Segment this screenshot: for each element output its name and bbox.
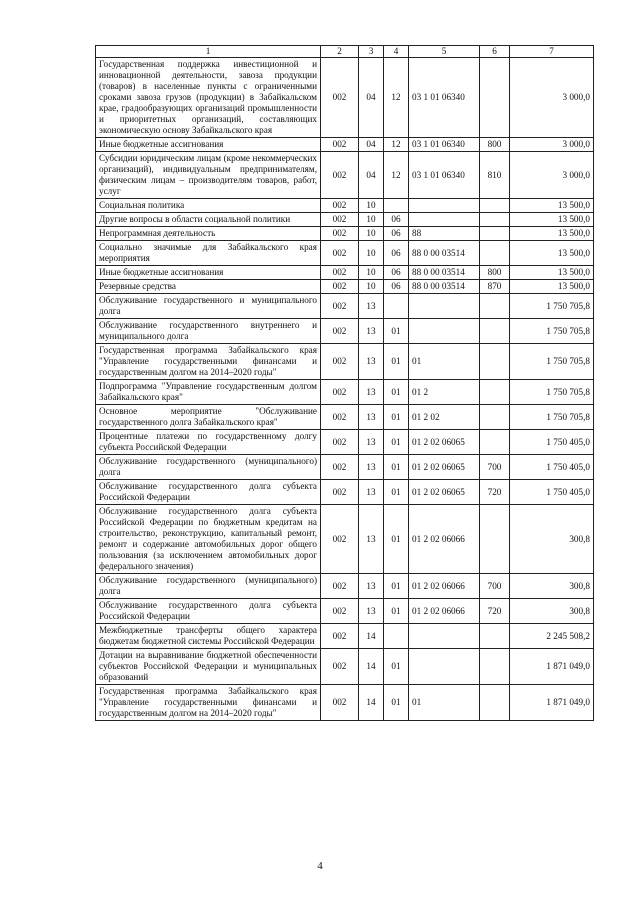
- row-ved: 002: [321, 227, 359, 241]
- row-csr: [409, 624, 480, 649]
- row-rz: 13: [359, 505, 384, 574]
- row-vr: [480, 649, 510, 685]
- row-pr: 01: [384, 685, 409, 721]
- row-vr: [480, 319, 510, 344]
- row-name: Иные бюджетные ассигнования: [96, 266, 321, 280]
- row-name: Другие вопросы в области социальной политики: [96, 213, 321, 227]
- row-vr: 870: [480, 280, 510, 294]
- row-pr: 12: [384, 152, 409, 199]
- row-sum: 13 500,0: [510, 199, 594, 213]
- row-sum: 3 000,0: [510, 58, 594, 138]
- row-ved: 002: [321, 480, 359, 505]
- table-row: [96, 344, 594, 380]
- row-sum: 1 750 705,8: [510, 405, 594, 430]
- row-sum: 2 245 508,2: [510, 624, 594, 649]
- row-pr: 06: [384, 241, 409, 266]
- row-name: Процентные платежи по государственному долгу субъекта Российской Федерации: [96, 430, 321, 455]
- row-name: Подпрограмма "Управление государственным долгом Забайкальского края": [96, 380, 321, 405]
- row-pr: 12: [384, 138, 409, 152]
- row-ved: 002: [321, 294, 359, 319]
- row-pr: 01: [384, 455, 409, 480]
- row-rz: 13: [359, 455, 384, 480]
- row-pr: [384, 294, 409, 319]
- row-ved: 002: [321, 280, 359, 294]
- row-rz: 13: [359, 430, 384, 455]
- row-csr: 01 2 02 06065: [409, 430, 480, 455]
- row-rz: 10: [359, 280, 384, 294]
- row-vr: [480, 505, 510, 574]
- header-col-7: 7: [510, 46, 594, 58]
- row-csr: 88 0 00 03514: [409, 280, 480, 294]
- row-sum: 3 000,0: [510, 152, 594, 199]
- row-pr: 01: [384, 319, 409, 344]
- row-pr: 01: [384, 405, 409, 430]
- row-ved: 002: [321, 266, 359, 280]
- row-sum: 300,8: [510, 599, 594, 624]
- table-row: [96, 685, 594, 721]
- row-name: Межбюджетные трансферты общего характера бюджетам бюджетной системы Российской Федерации: [96, 624, 321, 649]
- table-row: [96, 199, 594, 213]
- row-csr: 01 2 02: [409, 405, 480, 430]
- table-row: [96, 280, 594, 294]
- row-rz: 10: [359, 213, 384, 227]
- row-name: Обслуживание государственного (муниципального) долга: [96, 455, 321, 480]
- row-sum: 1 750 705,8: [510, 344, 594, 380]
- row-rz: 10: [359, 266, 384, 280]
- row-ved: 002: [321, 380, 359, 405]
- row-name: Обслуживание государственного долга субъекта Российской Федерации: [96, 480, 321, 505]
- row-csr: 01 2 02 06066: [409, 599, 480, 624]
- row-ved: 002: [321, 455, 359, 480]
- row-pr: 12: [384, 58, 409, 138]
- row-vr: 700: [480, 574, 510, 599]
- row-vr: [480, 294, 510, 319]
- header-col-2: 2: [321, 46, 359, 58]
- row-rz: 04: [359, 152, 384, 199]
- row-vr: 810: [480, 152, 510, 199]
- row-rz: 10: [359, 227, 384, 241]
- row-ved: 002: [321, 430, 359, 455]
- row-vr: [480, 58, 510, 138]
- row-vr: [480, 624, 510, 649]
- row-rz: 13: [359, 380, 384, 405]
- row-rz: 04: [359, 58, 384, 138]
- row-sum: 300,8: [510, 505, 594, 574]
- row-ved: 002: [321, 685, 359, 721]
- table-row: [96, 480, 594, 505]
- row-pr: [384, 199, 409, 213]
- row-vr: [480, 685, 510, 721]
- row-sum: 1 871 049,0: [510, 685, 594, 721]
- row-vr: [480, 227, 510, 241]
- table-row: [96, 241, 594, 266]
- row-csr: 01 2 02 06065: [409, 455, 480, 480]
- table-row: [96, 430, 594, 455]
- row-csr: 01: [409, 685, 480, 721]
- row-name: Государственная программа Забайкальского края "Управление государственными финансами и государственным долгом на 2014–2020 годы": [96, 685, 321, 721]
- row-vr: 800: [480, 266, 510, 280]
- table-row: [96, 599, 594, 624]
- row-name: Дотации на выравнивание бюджетной обеспеченности субъектов Российской Федерации и муниципальных образований: [96, 649, 321, 685]
- table-row: [96, 138, 594, 152]
- row-vr: 720: [480, 599, 510, 624]
- row-csr: 01 2 02 06065: [409, 480, 480, 505]
- row-vr: 800: [480, 138, 510, 152]
- table-row: [96, 405, 594, 430]
- row-rz: 14: [359, 649, 384, 685]
- table-row: [96, 213, 594, 227]
- budget-table: [95, 45, 594, 721]
- row-name: Государственная поддержка инвестиционной и инновационной деятельности, завоза продукции (товаров) в населенные пункты с ограниченными сроками завоза грузов (продукции) в Забайкальском крае, градообразующих организаций промышленности и приоритетных организаций, составляющих экономическую основу Забайкальского края: [96, 58, 321, 138]
- row-ved: 002: [321, 344, 359, 380]
- row-sum: 300,8: [510, 574, 594, 599]
- row-pr: 01: [384, 649, 409, 685]
- table-body: [96, 58, 594, 721]
- row-rz: 04: [359, 138, 384, 152]
- row-rz: 13: [359, 405, 384, 430]
- row-name: Непрограммная деятельность: [96, 227, 321, 241]
- row-csr: 01 2: [409, 380, 480, 405]
- row-name: Социально значимые для Забайкальского края мероприятия: [96, 241, 321, 266]
- row-pr: 06: [384, 227, 409, 241]
- row-name: Социальная политика: [96, 199, 321, 213]
- row-csr: 03 1 01 06340: [409, 152, 480, 199]
- row-name: Обслуживание государственного долга субъекта Российской Федерации: [96, 599, 321, 624]
- row-name: Обслуживание государственного долга субъекта Российской Федерации по бюджетным кредитам на строительство, реконструкцию, капитальный ремонт, ремонт и содержание автомобильных дорог общего пользования (за исключением автомобильных дорог федерального значения): [96, 505, 321, 574]
- row-rz: 13: [359, 294, 384, 319]
- header-col-5: 5: [409, 46, 480, 58]
- row-ved: 002: [321, 199, 359, 213]
- row-sum: 13 500,0: [510, 266, 594, 280]
- row-csr: 03 1 01 06340: [409, 138, 480, 152]
- row-rz: 13: [359, 319, 384, 344]
- row-csr: 01 2 02 06066: [409, 574, 480, 599]
- row-sum: 1 750 705,8: [510, 294, 594, 319]
- row-csr: [409, 319, 480, 344]
- row-rz: 14: [359, 685, 384, 721]
- row-csr: 01: [409, 344, 480, 380]
- row-sum: 1 750 405,0: [510, 480, 594, 505]
- row-csr: 03 1 01 06340: [409, 58, 480, 138]
- row-pr: 01: [384, 430, 409, 455]
- table-row: [96, 380, 594, 405]
- row-csr: [409, 213, 480, 227]
- row-pr: 01: [384, 380, 409, 405]
- row-vr: 720: [480, 480, 510, 505]
- row-name: Обслуживание государственного и муниципального долга: [96, 294, 321, 319]
- row-name: Государственная программа Забайкальского края "Управление государственными финансами и государственным долгом на 2014–2020 годы": [96, 344, 321, 380]
- table-row: [96, 319, 594, 344]
- row-name: Обслуживание государственного (муниципального) долга: [96, 574, 321, 599]
- row-ved: 002: [321, 152, 359, 199]
- table-row: [96, 58, 594, 138]
- header-col-4: 4: [384, 46, 409, 58]
- row-ved: 002: [321, 599, 359, 624]
- row-name: Иные бюджетные ассигнования: [96, 138, 321, 152]
- row-ved: 002: [321, 138, 359, 152]
- row-sum: 13 500,0: [510, 227, 594, 241]
- table-row: [96, 227, 594, 241]
- row-vr: [480, 430, 510, 455]
- row-csr: [409, 649, 480, 685]
- row-name: Резервные средства: [96, 280, 321, 294]
- row-vr: 700: [480, 455, 510, 480]
- row-ved: 002: [321, 649, 359, 685]
- row-pr: 01: [384, 574, 409, 599]
- row-csr: [409, 199, 480, 213]
- header-col-6: 6: [480, 46, 510, 58]
- row-vr: [480, 344, 510, 380]
- row-csr: 01 2 02 06066: [409, 505, 480, 574]
- row-ved: 002: [321, 624, 359, 649]
- row-ved: 002: [321, 213, 359, 227]
- table-row: [96, 649, 594, 685]
- row-ved: 002: [321, 319, 359, 344]
- header-col-1: 1: [96, 46, 321, 58]
- row-csr: 88 0 00 03514: [409, 241, 480, 266]
- row-rz: 13: [359, 574, 384, 599]
- row-sum: 13 500,0: [510, 280, 594, 294]
- row-pr: 06: [384, 266, 409, 280]
- row-vr: [480, 213, 510, 227]
- page-number: 4: [317, 860, 323, 872]
- row-csr: 88: [409, 227, 480, 241]
- table-header-row: [96, 46, 594, 58]
- header-col-3: 3: [359, 46, 384, 58]
- row-sum: 1 750 705,8: [510, 380, 594, 405]
- row-sum: 3 000,0: [510, 138, 594, 152]
- row-pr: 01: [384, 344, 409, 380]
- row-ved: 002: [321, 405, 359, 430]
- row-vr: [480, 199, 510, 213]
- row-rz: 14: [359, 624, 384, 649]
- row-pr: 01: [384, 599, 409, 624]
- row-csr: 88 0 00 03514: [409, 266, 480, 280]
- row-rz: 10: [359, 199, 384, 213]
- row-ved: 002: [321, 505, 359, 574]
- row-name: Субсидии юридическим лицам (кроме некоммерческих организаций), индивидуальным предпринимателям, физическим лицам – производителям товаров, работ, услуг: [96, 152, 321, 199]
- table-row: [96, 574, 594, 599]
- row-pr: 01: [384, 480, 409, 505]
- row-sum: 13 500,0: [510, 241, 594, 266]
- row-pr: [384, 624, 409, 649]
- row-rz: 13: [359, 599, 384, 624]
- row-ved: 002: [321, 58, 359, 138]
- row-vr: [480, 241, 510, 266]
- table-row: [96, 624, 594, 649]
- row-rz: 13: [359, 480, 384, 505]
- row-sum: 1 750 705,8: [510, 319, 594, 344]
- row-name: Основное мероприятие "Обслуживание государственного долга Забайкальского края": [96, 405, 321, 430]
- row-ved: 002: [321, 241, 359, 266]
- table-row: [96, 294, 594, 319]
- row-rz: 13: [359, 344, 384, 380]
- row-sum: 1 750 405,0: [510, 430, 594, 455]
- row-vr: [480, 405, 510, 430]
- row-sum: 1 750 405,0: [510, 455, 594, 480]
- row-sum: 13 500,0: [510, 213, 594, 227]
- table-row: [96, 152, 594, 199]
- row-pr: 06: [384, 280, 409, 294]
- row-name: Обслуживание государственного внутреннего и муниципального долга: [96, 319, 321, 344]
- row-vr: [480, 380, 510, 405]
- row-pr: 06: [384, 213, 409, 227]
- row-sum: 1 871 049,0: [510, 649, 594, 685]
- row-ved: 002: [321, 574, 359, 599]
- table-row: [96, 455, 594, 480]
- table-row: [96, 266, 594, 280]
- row-csr: [409, 294, 480, 319]
- row-pr: 01: [384, 505, 409, 574]
- table-row: [96, 505, 594, 574]
- row-rz: 10: [359, 241, 384, 266]
